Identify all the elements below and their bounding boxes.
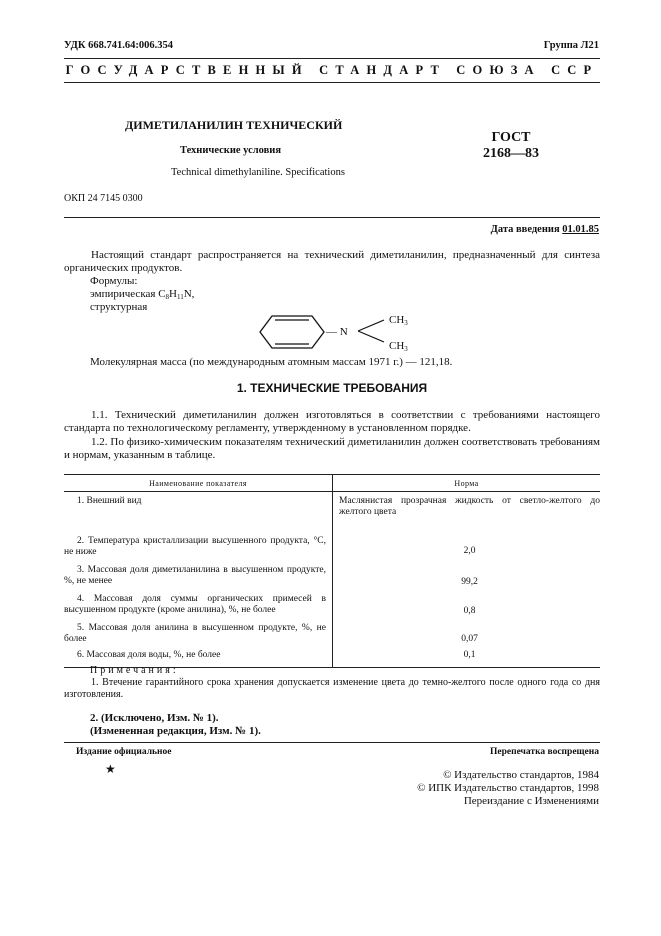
gost-number-block [483, 130, 539, 162]
row-norm: 0,1 [333, 650, 601, 668]
row-name: 1. Внешний вид [77, 496, 142, 506]
paragraph-1-2: 1.2. По физико-химическим показателям технический диметиланилин должен соответствовать требованиям и нормам, указанным в таблице. [64, 436, 600, 461]
row-name: 3. Массовая доля диметиланилина в высушенном продукте, %, не менее [64, 565, 333, 594]
star-icon: ★ [105, 762, 116, 776]
table-row [64, 492, 600, 537]
empirical-label: эмпирическая [90, 288, 156, 300]
top-rule [64, 58, 600, 59]
structural-label: структурная [90, 301, 148, 313]
row-norm: 2,0 [463, 546, 476, 556]
row-norm: Маслянистая прозрачная жидкость от светло-желтого до желтого цвета [339, 496, 600, 517]
okp-code: ОКП 24 7145 0300 [64, 193, 143, 204]
reprint-prohibited: Перепечатка воспрещена [489, 747, 599, 757]
formulas-label: Формулы: [90, 275, 138, 287]
row-norm: 99,2 [461, 577, 478, 587]
row-name: 6. Массовая доля воды, %, не более [64, 650, 333, 668]
molar-mass: Молекулярная масса (по международным атомным массам 1971 г.) — 121,18. [90, 356, 453, 368]
table-row [64, 536, 600, 565]
row-norm: 0,07 [461, 634, 478, 644]
group-code: Группа Л21 [543, 40, 599, 51]
formula-nitrogen: N, [183, 288, 195, 300]
banner-rule [64, 82, 600, 83]
scope-paragraph: Настоящий стандарт распространяется на технический диметиланилин, предназначенный для синтеза органических продуктов. [64, 249, 600, 274]
introduction-date [491, 224, 599, 235]
gost-label: ГОСТ [491, 130, 531, 145]
benzene-ring-icon [258, 312, 328, 352]
header-indicator: Наименование показателя [64, 475, 333, 492]
methyl-group-top: $CH_3$ [389, 314, 408, 327]
footer-rule [64, 742, 600, 743]
row-name: 5. Массовая доля анилина в высушенном продукте, %, не более [64, 623, 333, 650]
document-subtitle: Технические условия [180, 145, 282, 156]
introduction-date-value: 01.01.85 [562, 224, 599, 235]
udk-code: УДК 668.741.64:006.354 [64, 40, 173, 51]
official-edition: Издание официальное [76, 747, 172, 757]
requirements-table [64, 474, 600, 668]
methyl-group-bottom: $CH_3$ [389, 340, 408, 353]
reissue-note: Переиздание с Изменениями [463, 795, 599, 807]
gost-number: 2168—83 [483, 146, 539, 161]
english-title: Technical dimethylaniline. Specifications [171, 167, 345, 178]
table-row [64, 565, 600, 594]
row-name: 2. Температура кристаллизации высушенного продукта, °С, не ниже [64, 536, 333, 565]
section-1-title: 1. ТЕХНИЧЕСКИЕ ТРЕБОВАНИЯ [236, 381, 428, 395]
paragraph-1-1: 1.1. Технический диметиланилин должен изготовляться в соответствии с требованиями настоящего стандарта по технологическому регламенту, утвержденному в установленном порядке. [64, 409, 600, 434]
header-norm: Норма [333, 475, 601, 492]
formula-carbon: C [158, 288, 166, 300]
date-rule [64, 217, 600, 218]
change-note-1: 2. (Исключено, Изм. № 1). [90, 712, 219, 724]
table-row [64, 623, 600, 650]
structure-nitrogen: — N [326, 326, 348, 338]
table-row [64, 594, 600, 623]
table-header-row [64, 475, 600, 492]
formula-carbon-count: 8 [165, 293, 170, 301]
copyright-1998: © ИПК Издательство стандартов, 1998 [417, 782, 599, 794]
formula-hydrogen-count: 11 [176, 293, 184, 301]
state-standard-banner: ГОСУДАРСТВЕННЫЙ СТАНДАРТ СОЮЗА ССР [65, 63, 599, 77]
formula-hydrogen: H [169, 288, 177, 300]
methyl-bonds-icon [352, 316, 388, 346]
document-title: ДИМЕТИЛАНИЛИН ТЕХНИЧЕСКИЙ [125, 118, 343, 132]
note-1: 1. Втечение гарантийного срока хранения допускается изменение цвета до темно-желтого после одного года со дня изготовления. [64, 677, 600, 700]
introduction-date-label: Дата введения [490, 224, 560, 235]
notes-label: Примечания: [90, 665, 179, 676]
row-norm: 0,8 [463, 606, 476, 616]
row-name: 4. Массовая доля суммы органических примесей в высушенном продукте (кроме анилина), %, не более [64, 594, 333, 623]
copyright-1984: © Издательство стандартов, 1984 [443, 769, 599, 781]
copyright-block [417, 769, 599, 808]
change-note-2: (Измененная редакция, Изм. № 1). [90, 725, 261, 737]
